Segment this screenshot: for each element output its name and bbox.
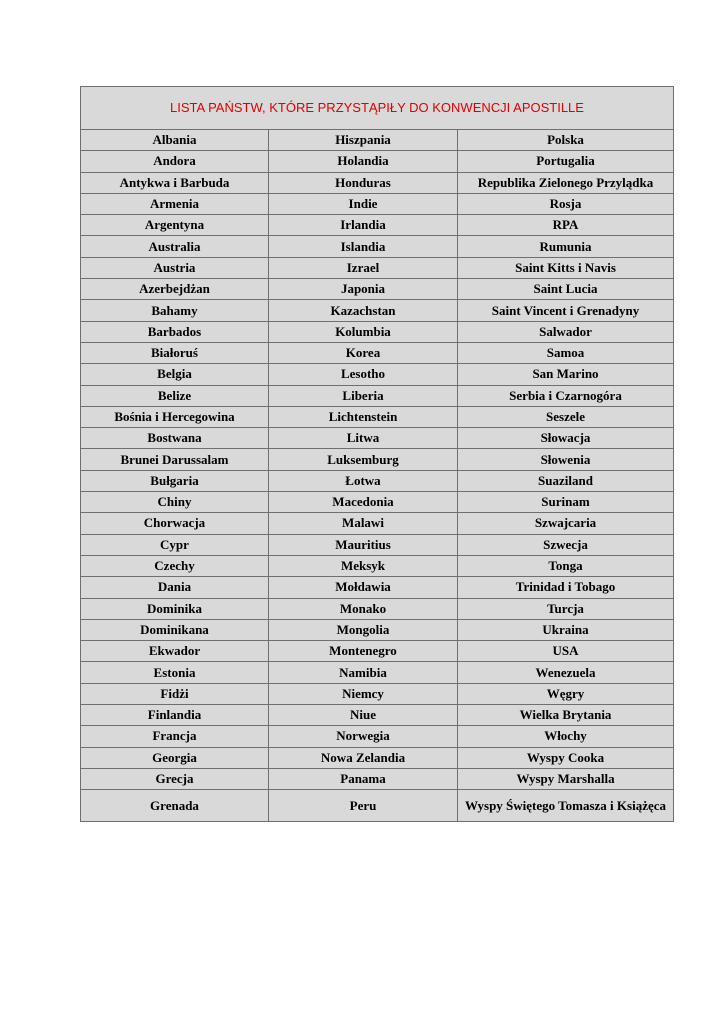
title-row — [81, 87, 674, 130]
table-row — [81, 747, 674, 768]
country-cell: Finlandia — [81, 705, 269, 726]
country-cell: Namibia — [269, 662, 458, 683]
country-cell: Dominika — [81, 598, 269, 619]
country-cell: Panama — [269, 768, 458, 789]
country-cell: Republika Zielonego Przylądka — [458, 172, 674, 193]
table-title: LISTA PAŃSTW, KTÓRE PRZYSTĄPIŁY DO KONWENCJI APOSTILLE — [81, 87, 674, 130]
country-cell: Saint Lucia — [458, 279, 674, 300]
country-cell: Macedonia — [269, 492, 458, 513]
country-cell: Szwajcaria — [458, 513, 674, 534]
country-cell: Łotwa — [269, 470, 458, 491]
country-cell: RPA — [458, 215, 674, 236]
country-cell: Montenegro — [269, 641, 458, 662]
country-cell: Holandia — [269, 151, 458, 172]
country-cell: Lichtenstein — [269, 406, 458, 427]
country-cell: Cypr — [81, 534, 269, 555]
country-cell: Czechy — [81, 555, 269, 576]
country-cell: Hiszpania — [269, 130, 458, 151]
country-cell: Ukraina — [458, 619, 674, 640]
country-cell: Kazachstan — [269, 300, 458, 321]
table-row — [81, 172, 674, 193]
countries-table-body — [81, 87, 674, 822]
country-cell: Fidżi — [81, 683, 269, 704]
country-cell: Saint Vincent i Grenadyny — [458, 300, 674, 321]
country-cell: Suaziland — [458, 470, 674, 491]
country-cell: Armenia — [81, 193, 269, 214]
country-cell: Tonga — [458, 555, 674, 576]
table-row — [81, 385, 674, 406]
table-row — [81, 449, 674, 470]
country-cell: Niue — [269, 705, 458, 726]
table-row — [81, 215, 674, 236]
country-cell: Azerbejdżan — [81, 279, 269, 300]
country-cell: Serbia i Czarnogóra — [458, 385, 674, 406]
country-cell: Bośnia i Hercegowina — [81, 406, 269, 427]
countries-table — [80, 86, 674, 822]
country-cell: Chorwacja — [81, 513, 269, 534]
country-cell: Brunei Darussalam — [81, 449, 269, 470]
country-cell: Słowacja — [458, 428, 674, 449]
country-cell: Irlandia — [269, 215, 458, 236]
country-cell: Mauritius — [269, 534, 458, 555]
country-cell: Rosja — [458, 193, 674, 214]
country-cell: Portugalia — [458, 151, 674, 172]
table-row — [81, 598, 674, 619]
country-cell: Wielka Brytania — [458, 705, 674, 726]
table-row — [81, 790, 674, 822]
country-cell: Grecja — [81, 768, 269, 789]
table-row — [81, 193, 674, 214]
table-row — [81, 257, 674, 278]
country-cell: Białoruś — [81, 342, 269, 363]
country-cell: Rumunia — [458, 236, 674, 257]
country-cell: USA — [458, 641, 674, 662]
table-row — [81, 513, 674, 534]
table-row — [81, 683, 674, 704]
country-cell: Andora — [81, 151, 269, 172]
country-cell: Turcja — [458, 598, 674, 619]
country-cell: Bułgaria — [81, 470, 269, 491]
country-cell: Samoa — [458, 342, 674, 363]
country-cell: Trinidad i Tobago — [458, 577, 674, 598]
country-cell: Słowenia — [458, 449, 674, 470]
country-cell: Surinam — [458, 492, 674, 513]
table-row — [81, 151, 674, 172]
table-row — [81, 577, 674, 598]
country-cell: Wyspy Marshalla — [458, 768, 674, 789]
country-cell: Australia — [81, 236, 269, 257]
table-row — [81, 555, 674, 576]
country-cell: Antykwa i Barbuda — [81, 172, 269, 193]
country-cell: Belize — [81, 385, 269, 406]
country-cell: Norwegia — [269, 726, 458, 747]
country-cell: Barbados — [81, 321, 269, 342]
country-cell: Kolumbia — [269, 321, 458, 342]
country-cell: Grenada — [81, 790, 269, 822]
country-cell: Bostwana — [81, 428, 269, 449]
country-cell: Lesotho — [269, 364, 458, 385]
table-row — [81, 768, 674, 789]
table-row — [81, 279, 674, 300]
country-cell: Wenezuela — [458, 662, 674, 683]
country-cell: Liberia — [269, 385, 458, 406]
country-cell: Luksemburg — [269, 449, 458, 470]
country-cell: Meksyk — [269, 555, 458, 576]
country-cell: Francja — [81, 726, 269, 747]
country-cell: Nowa Zelandia — [269, 747, 458, 768]
country-cell: Honduras — [269, 172, 458, 193]
country-cell: Szwecja — [458, 534, 674, 555]
table-row — [81, 130, 674, 151]
country-cell: Seszele — [458, 406, 674, 427]
table-row — [81, 300, 674, 321]
country-cell: Monako — [269, 598, 458, 619]
country-cell: Mongolia — [269, 619, 458, 640]
table-row — [81, 428, 674, 449]
country-cell: Chiny — [81, 492, 269, 513]
table-row — [81, 236, 674, 257]
country-cell: Estonia — [81, 662, 269, 683]
table-row — [81, 321, 674, 342]
country-cell: Saint Kitts i Navis — [458, 257, 674, 278]
country-cell: Bahamy — [81, 300, 269, 321]
country-cell: Malawi — [269, 513, 458, 534]
country-cell: Węgry — [458, 683, 674, 704]
table-row — [81, 492, 674, 513]
table-row — [81, 662, 674, 683]
country-cell: Litwa — [269, 428, 458, 449]
country-cell: Polska — [458, 130, 674, 151]
country-cell: Japonia — [269, 279, 458, 300]
table-row — [81, 342, 674, 363]
country-cell: Izrael — [269, 257, 458, 278]
country-cell: Ekwador — [81, 641, 269, 662]
country-cell: Salwador — [458, 321, 674, 342]
country-cell: Dominikana — [81, 619, 269, 640]
table-row — [81, 406, 674, 427]
country-cell: Peru — [269, 790, 458, 822]
country-cell: Albania — [81, 130, 269, 151]
table-row — [81, 641, 674, 662]
country-cell: Islandia — [269, 236, 458, 257]
country-cell: Dania — [81, 577, 269, 598]
country-cell: Belgia — [81, 364, 269, 385]
country-cell: Wyspy Cooka — [458, 747, 674, 768]
country-cell: Włochy — [458, 726, 674, 747]
table-row — [81, 619, 674, 640]
country-cell: Georgia — [81, 747, 269, 768]
country-cell: Korea — [269, 342, 458, 363]
table-row — [81, 364, 674, 385]
table-row — [81, 470, 674, 491]
country-cell: Argentyna — [81, 215, 269, 236]
country-cell: Mołdawia — [269, 577, 458, 598]
table-row — [81, 726, 674, 747]
country-cell: San Marino — [458, 364, 674, 385]
table-row — [81, 705, 674, 726]
country-cell: Wyspy Świętego Tomasza i Książęca — [458, 790, 674, 822]
document-page — [80, 86, 673, 822]
country-cell: Niemcy — [269, 683, 458, 704]
table-row — [81, 534, 674, 555]
country-cell: Indie — [269, 193, 458, 214]
country-cell: Austria — [81, 257, 269, 278]
